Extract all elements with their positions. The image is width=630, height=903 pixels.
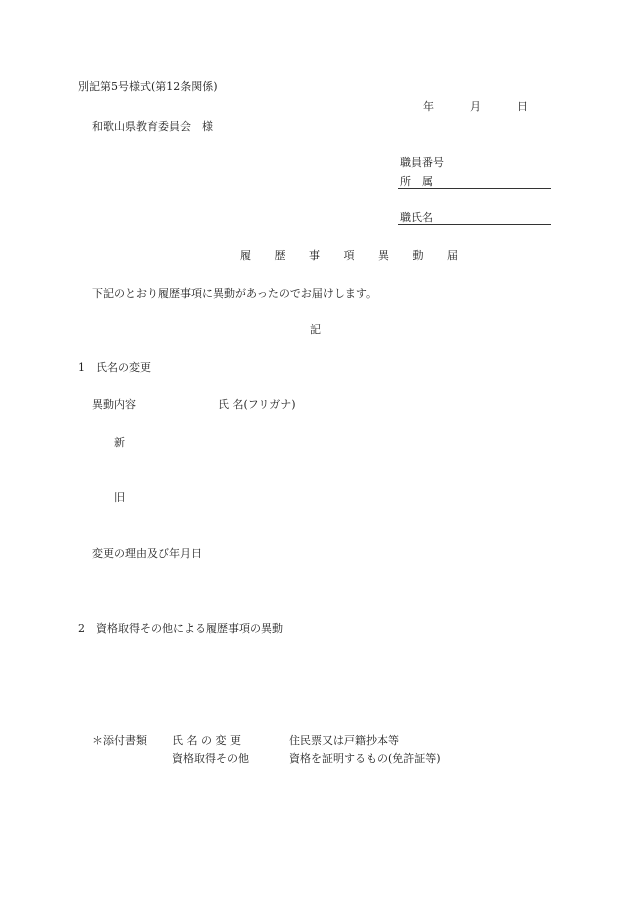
- affiliation-label: 所 属: [400, 175, 433, 188]
- employee-number-label: 職員番号: [400, 156, 444, 169]
- date-day-label: 日: [517, 100, 528, 113]
- date-year-label: 年: [423, 100, 434, 113]
- name-column-label: 氏 名(フリガナ): [218, 398, 296, 411]
- change-column-label: 異動内容: [92, 398, 136, 411]
- name-underline: [398, 224, 551, 225]
- addressee: 和歌山県教育委員会 様: [92, 120, 213, 133]
- section1-heading: 1 氏名の変更: [78, 361, 151, 374]
- attachment-case: 資格取得その他: [172, 752, 249, 765]
- reason-label: 変更の理由及び年月日: [92, 547, 202, 560]
- section2-heading: 2 資格取得その他による履歴事項の異動: [78, 622, 283, 635]
- name-label: 職氏名: [400, 211, 433, 224]
- intro-text: 下記のとおり履歴事項に異動があったのでお届けします。: [92, 287, 378, 300]
- affiliation-underline: [398, 188, 551, 189]
- new-label: 新: [114, 436, 125, 449]
- date-month-label: 月: [470, 100, 481, 113]
- form-number: 別記第5号様式(第12条関係): [78, 80, 218, 93]
- old-label: 旧: [114, 491, 125, 504]
- document-title: 履 歴 事 項 異 動 届: [240, 249, 468, 262]
- attachment-doc: 資格を証明するもの(免許証等): [289, 752, 441, 765]
- attachments-label: ＊添付書類: [92, 734, 147, 747]
- attachment-doc: 住民票又は戸籍抄本等: [289, 734, 399, 747]
- attachment-case: 氏 名 の 変 更: [172, 734, 241, 747]
- ki-heading: 記: [310, 323, 321, 336]
